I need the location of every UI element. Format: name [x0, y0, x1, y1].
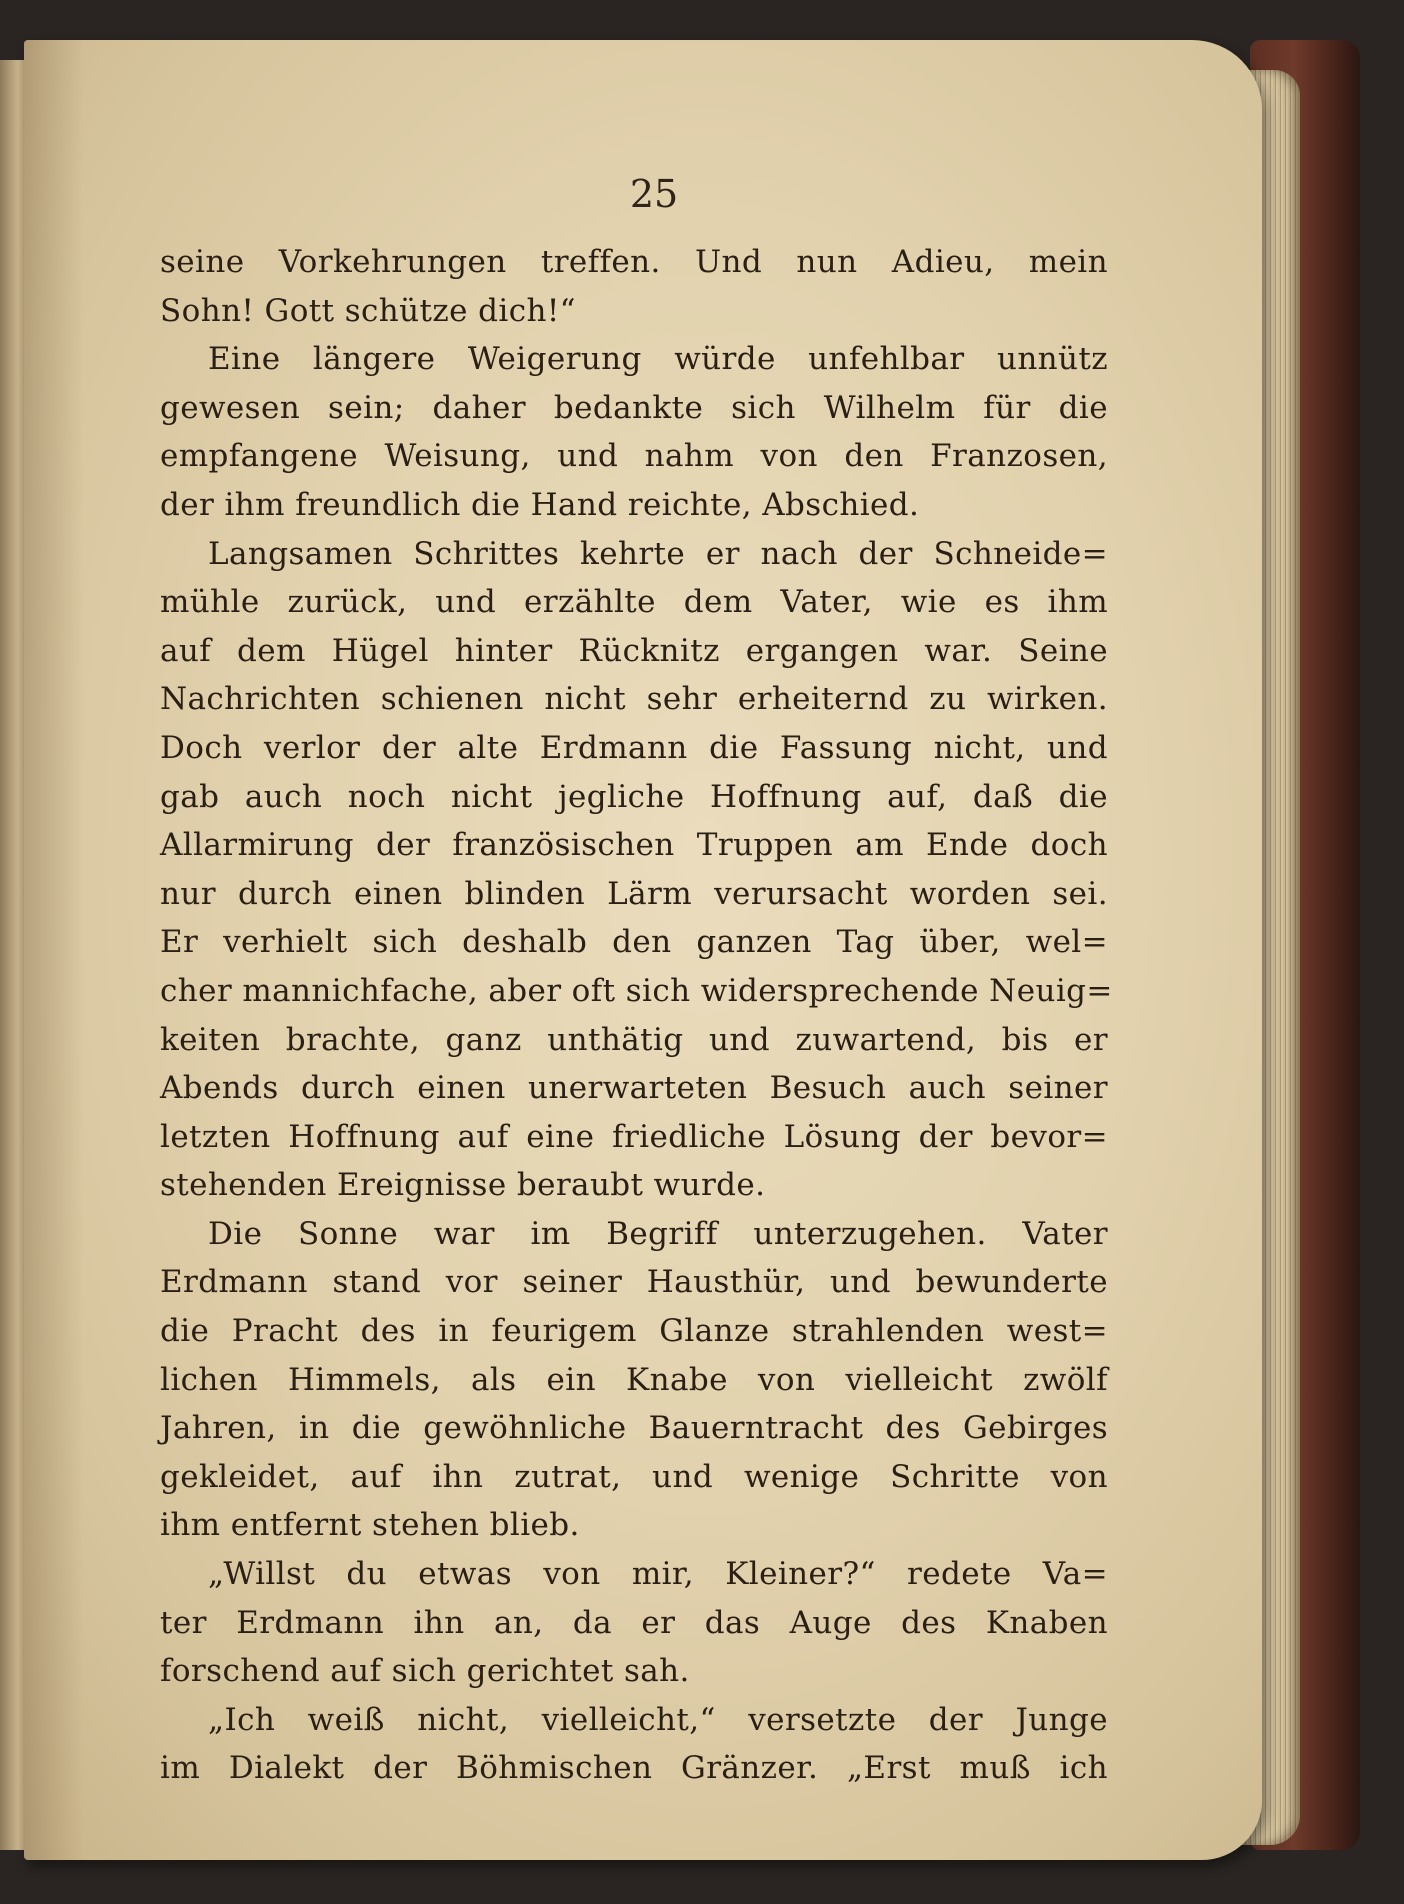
text-line: gab auch noch nicht jegliche Hoffnung auf, daß die: [160, 778, 1108, 815]
text-line: Abends durch einen unerwarteten Besuch auch seiner: [160, 1070, 1108, 1107]
text-line: „Ich weiß nicht, vielleicht,“ versetzte der Junge: [208, 1701, 1108, 1738]
text-line: Jahren, in die gewöhnliche Bauerntracht des Gebirges: [160, 1410, 1108, 1447]
text-line: cher mannichfache, aber oft sich widersprechende Neuig=: [160, 972, 1113, 1009]
text-line: Allarmirung der französischen Truppen am Ende doch: [160, 827, 1108, 864]
text-line: Eine längere Weigerung würde unfehlbar unnütz: [208, 341, 1108, 378]
text-line: ter Erdmann ihn an, da er das Auge des Knaben: [160, 1604, 1108, 1641]
text-line: ihm entfernt stehen blieb.: [160, 1507, 580, 1544]
text-line: lichen Himmels, als ein Knabe von vielleicht zwölf: [160, 1361, 1108, 1398]
text-line: im Dialekt der Böhmischen Gränzer. „Erst muß ich: [160, 1750, 1108, 1787]
text-line: die Pracht des in feurigem Glanze strahlenden west=: [160, 1313, 1108, 1350]
text-line: gewesen sein; daher bedankte sich Wilhelm für die: [160, 389, 1108, 426]
text-line: nur durch einen blinden Lärm verursacht worden sei.: [160, 875, 1108, 912]
text-line: letzten Hoffnung auf eine friedliche Lösung der bevor=: [160, 1118, 1108, 1155]
text-line: empfangene Weisung, und nahm von den Franzosen,: [160, 438, 1108, 475]
text-line: Langsamen Schrittes kehrte er nach der Schneide=: [208, 535, 1108, 572]
text-line: Er verhielt sich deshalb den ganzen Tag über, wel=: [160, 924, 1108, 961]
text-line: gekleidet, auf ihn zutrat, und wenige Schritte von: [160, 1458, 1108, 1495]
body-text: [160, 238, 1113, 1793]
text-line: der ihm freundlich die Hand reichte, Abschied.: [160, 486, 920, 523]
page-number: 25: [629, 172, 679, 216]
text-line: forschend auf sich gerichtet sah.: [160, 1653, 690, 1690]
text-line: Nachrichten schienen nicht sehr erheiternd zu wirken.: [160, 681, 1108, 718]
text-line: seine Vorkehrungen treffen. Und nun Adieu, mein: [160, 244, 1108, 280]
text-line: „Willst du etwas von mir, Kleiner?“ redete Va=: [208, 1556, 1108, 1593]
text-line: Die Sonne war im Begriff unterzugehen. Vater: [208, 1215, 1108, 1252]
text-line: Doch verlor der alte Erdmann die Fassung nicht, und: [160, 729, 1108, 766]
text-line: Erdmann stand vor seiner Hausthür, und bewunderte: [160, 1264, 1108, 1301]
text-line: Sohn! Gott schütze dich!“: [160, 292, 576, 329]
text-line: stehenden Ereignisse beraubt wurde.: [160, 1167, 766, 1204]
text-line: auf dem Hügel hinter Rücknitz ergangen war. Seine: [160, 632, 1108, 669]
text-line: keiten brachte, ganz unthätig und zuwartend, bis er: [160, 1021, 1108, 1058]
text-line: mühle zurück, und erzählte dem Vater, wie es ihm: [160, 584, 1108, 621]
